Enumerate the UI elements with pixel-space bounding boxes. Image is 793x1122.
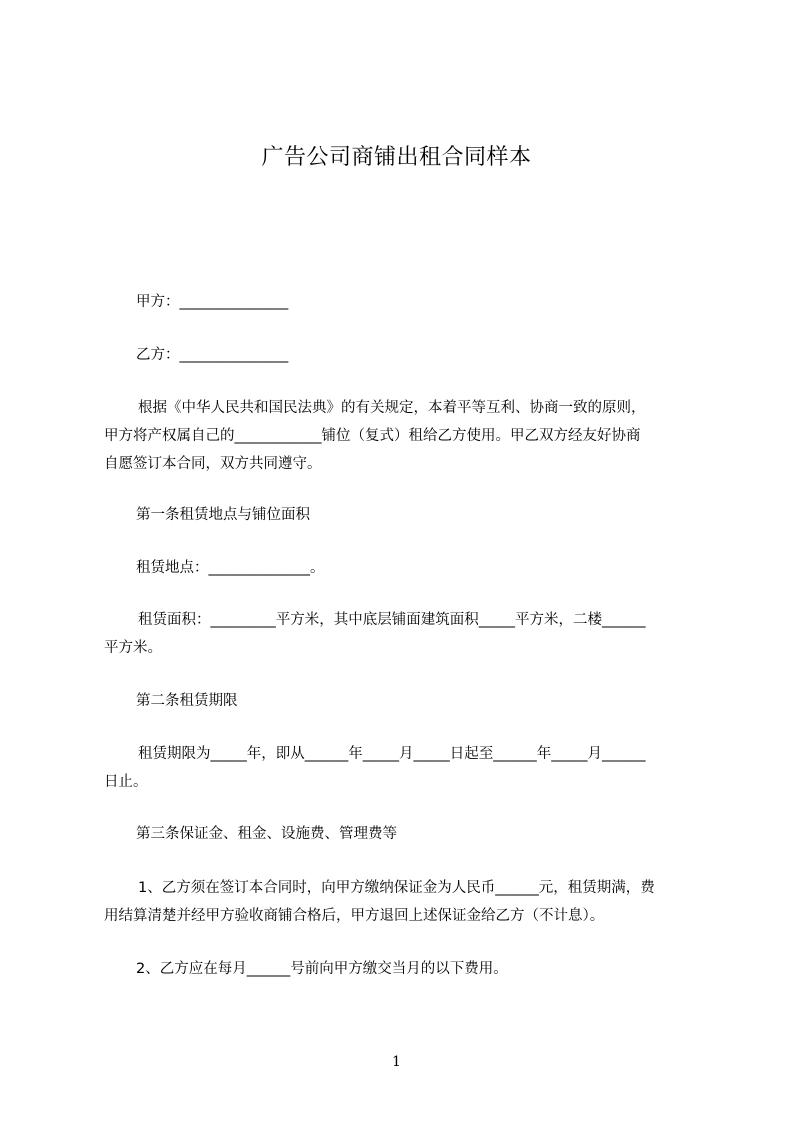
preamble-paragraph xyxy=(104,394,704,478)
preamble-line-2: 甲方将产权属自己的____________铺位（复式）租给乙方使用。甲乙双方经友好协商 xyxy=(104,428,641,444)
clause-1-paragraph xyxy=(104,874,704,930)
article-3-heading: 第三条保证金、租金、设施费、管理费等 xyxy=(136,826,397,842)
clause-2-line: 2、乙方应在每月______号前向甲方缴交当月的以下费用。 xyxy=(136,961,508,977)
clause-1-line-2: 用结算清楚并经甲方验收商铺合格后，甲方退回上述保证金给乙方（不计息）。 xyxy=(104,908,605,924)
lease-term-line-1: 租赁期限为_____年，即从______年_____月_____日起至______年_____月______ xyxy=(138,746,646,762)
lease-area-paragraph xyxy=(104,606,704,662)
preamble-line-1: 根据《中华人民共和国民法典》的有关规定，本着平等互利、协商一致的原则， xyxy=(138,400,646,416)
lease-term-paragraph xyxy=(104,740,704,796)
lease-area-line-2: 平方米。 xyxy=(104,640,162,656)
preamble-line-3: 自愿签订本合同，双方共同遵守。 xyxy=(104,456,322,472)
clause-1-line-1: 1、乙方须在签订本合同时，向甲方缴纳保证金为人民币______元，租赁期满，费 xyxy=(138,880,655,896)
party-a-line: 甲方：_______________ xyxy=(136,294,289,310)
lease-location-line: 租赁地点：______________。 xyxy=(136,560,325,576)
page-number: 1 xyxy=(392,1054,401,1070)
article-2-heading: 第二条租赁期限 xyxy=(136,693,238,709)
lease-term-line-2: 日止。 xyxy=(104,774,148,790)
article-1-heading: 第一条租赁地点与铺位面积 xyxy=(136,507,310,523)
document-title: 广告公司商铺出租合同样本 xyxy=(261,145,532,170)
lease-area-line-1: 租赁面积：_________平方米，其中底层铺面建筑面积_____平方米，二楼______ xyxy=(138,612,646,628)
party-b-line: 乙方：_______________ xyxy=(136,347,289,363)
